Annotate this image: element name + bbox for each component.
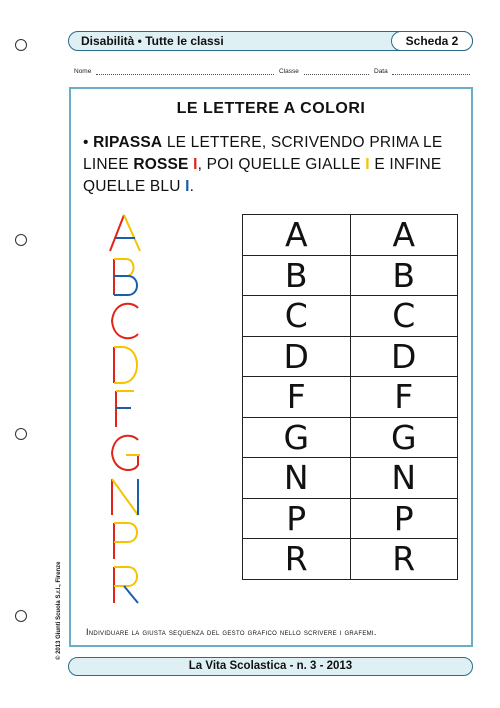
- colored-letter-a: [104, 211, 148, 255]
- footer-text: La Vita Scolastica - n. 3 - 2013: [188, 660, 353, 672]
- grid-cell-right: D: [350, 336, 458, 377]
- grid-cell-left: D: [243, 336, 351, 377]
- header-category: Disabilità • Tutte le classi: [81, 34, 224, 48]
- yellow-line-marker: I: [365, 156, 370, 173]
- binder-hole-1: [15, 39, 27, 51]
- footer-bar: [68, 657, 473, 676]
- grid-cell-right: A: [350, 215, 458, 256]
- bullet: •: [83, 134, 89, 151]
- instruction-text-2: , POI QUELLE GIALLE: [197, 156, 366, 173]
- instruction-text-1: LE LETTERE, SCRIVENDO PRIMA LE LINEE: [83, 134, 443, 173]
- grid-row: [243, 417, 458, 458]
- date-field[interactable]: [392, 74, 470, 75]
- grid-cell-right: C: [350, 296, 458, 337]
- header-sheet-number: Scheda 2: [391, 31, 473, 51]
- name-label: Nome: [74, 68, 92, 75]
- letter-tracing-grid: [242, 214, 458, 580]
- grid-row: [243, 458, 458, 499]
- grid-row: [243, 215, 458, 256]
- header-bar: [68, 31, 473, 51]
- class-label: Classe: [279, 68, 299, 75]
- grid-cell-left: G: [243, 417, 351, 458]
- grid-row: [243, 539, 458, 580]
- colored-letter-b: [104, 255, 148, 299]
- colored-letter-f: [104, 387, 148, 431]
- date-label: Data: [374, 68, 388, 75]
- grid-cell-left: C: [243, 296, 351, 337]
- colored-letter-n: [104, 475, 148, 519]
- grid-cell-right: F: [350, 377, 458, 418]
- binder-hole-3: [15, 428, 27, 440]
- grid-row: [243, 498, 458, 539]
- blue-line-marker: I: [185, 178, 190, 195]
- instruction-red-word: ROSSE: [133, 156, 189, 173]
- grid-row: [243, 255, 458, 296]
- grid-row: [243, 336, 458, 377]
- grid-row: [243, 296, 458, 337]
- grid-cell-left: P: [243, 498, 351, 539]
- grid-cell-right: N: [350, 458, 458, 499]
- colored-letter-g: [104, 431, 148, 475]
- instruction-text: [83, 132, 463, 198]
- grid-cell-left: N: [243, 458, 351, 499]
- colored-letter-r: [104, 563, 148, 607]
- name-field[interactable]: [96, 74, 274, 75]
- grid-cell-left: R: [243, 539, 351, 580]
- teacher-note: Individuare la giusta sequenza del gesto grafico nello scrivere i grafemi.: [86, 627, 377, 637]
- copyright-text: © 2013 Giunti Scuola S.r.l., Firenze: [56, 561, 62, 660]
- colored-letter-column: [104, 211, 148, 607]
- grid-cell-left: F: [243, 377, 351, 418]
- instruction-verb: RIPASSA: [93, 134, 163, 151]
- colored-letter-p: [104, 519, 148, 563]
- grid-cell-right: B: [350, 255, 458, 296]
- binder-hole-4: [15, 610, 27, 622]
- red-line-marker: I: [193, 156, 198, 173]
- grid-cell-right: G: [350, 417, 458, 458]
- grid-cell-left: B: [243, 255, 351, 296]
- class-field[interactable]: [304, 74, 369, 75]
- grid-cell-right: P: [350, 498, 458, 539]
- instruction-text-4: .: [189, 178, 195, 195]
- grid-row: [243, 377, 458, 418]
- grid-cell-left: A: [243, 215, 351, 256]
- binder-hole-2: [15, 234, 27, 246]
- colored-letter-d: [104, 343, 148, 387]
- grid-cell-right: R: [350, 539, 458, 580]
- instruction-text-3: E INFINE QUELLE BLU: [83, 156, 442, 195]
- worksheet-title: LE LETTERE A COLORI: [176, 100, 366, 117]
- colored-letter-c: [104, 299, 148, 343]
